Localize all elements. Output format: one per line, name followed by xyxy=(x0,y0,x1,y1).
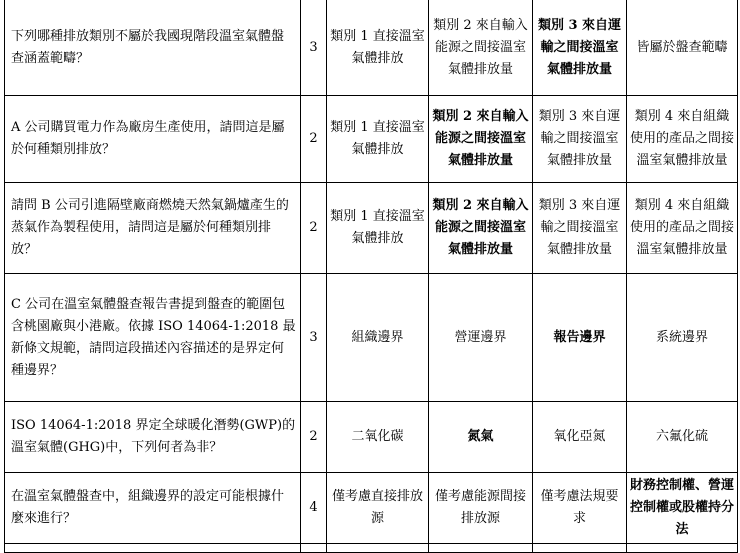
option-3: 氧化亞氮 xyxy=(533,402,627,473)
option-2: 類別 2 來自輸入能源之間接溫室氣體排放量 xyxy=(429,183,533,274)
question-text: A 公司購買電力作為廠房生產使用，請問這是屬於何種類別排放？ xyxy=(5,96,301,183)
answer-number: 3 xyxy=(301,274,327,402)
question-text: 在溫室氣體盤查中，組織邊界的設定可能根據什麼來進行？ xyxy=(5,473,301,544)
question-table-body xyxy=(5,1,738,553)
option-4: 類別 4 來自組織使用的產品之間接溫室氣體排放量 xyxy=(627,96,738,183)
option-2: 類別 2 來自輸入能源之間接溫室氣體排放量 xyxy=(429,96,533,183)
option-3: 類別 3 來自運輸之間接溫室氣體排放量 xyxy=(533,96,627,183)
empty-cell xyxy=(5,544,301,553)
question-text: C 公司在溫室氣體盤查報告書提到盤查的範圍包含桃園廠與小港廠。依據 ISO 14064-1:2018 最新條文規範，請問這段描述內容描述的是界定何種邊界？ xyxy=(5,274,301,402)
question-row xyxy=(5,402,738,473)
question-row xyxy=(5,473,738,544)
option-4: 財務控制權、營運控制權或股權持分法 xyxy=(627,473,738,544)
option-3: 類別 3 來自運輸之間接溫室氣體排放量 xyxy=(533,183,627,274)
partial-row xyxy=(5,544,738,553)
option-2: 僅考慮能源間接排放源 xyxy=(429,473,533,544)
empty-cell xyxy=(533,544,627,553)
option-4: 六氟化硫 xyxy=(627,402,738,473)
option-3: 類別 3 來自運輸之間接溫室氣體排放量 xyxy=(533,1,627,96)
answer-number: 3 xyxy=(301,1,327,96)
question-text: ISO 14064-1:2018 界定全球暖化潛勢(GWP)的溫室氣體(GHG)中，下列何者為非？ xyxy=(5,402,301,473)
option-1: 僅考慮直接排放源 xyxy=(327,473,429,544)
option-1: 二氧化碳 xyxy=(327,402,429,473)
option-3: 報告邊界 xyxy=(533,274,627,402)
question-table xyxy=(4,0,738,553)
option-2: 氮氣 xyxy=(429,402,533,473)
question-row xyxy=(5,183,738,274)
question-text: 下列哪種排放類別不屬於我國現階段溫室氣體盤查涵蓋範疇？ xyxy=(5,1,301,96)
option-4: 系統邊界 xyxy=(627,274,738,402)
question-row xyxy=(5,1,738,96)
answer-number: 4 xyxy=(301,473,327,544)
empty-cell xyxy=(627,544,738,553)
option-1: 類別 1 直接溫室氣體排放 xyxy=(327,183,429,274)
option-3: 僅考慮法規要求 xyxy=(533,473,627,544)
option-1: 類別 1 直接溫室氣體排放 xyxy=(327,1,429,96)
empty-cell xyxy=(429,544,533,553)
option-4: 皆屬於盤查範疇 xyxy=(627,1,738,96)
option-1: 類別 1 直接溫室氣體排放 xyxy=(327,96,429,183)
question-text: 請問 B 公司引進隔壁廠商燃燒天然氣鍋爐產生的蒸氣作為製程使用，請問這是屬於何種類別排放？ xyxy=(5,183,301,274)
option-4: 類別 4 來自組織使用的產品之間接溫室氣體排放量 xyxy=(627,183,738,274)
empty-cell xyxy=(327,544,429,553)
answer-number: 2 xyxy=(301,183,327,274)
option-1: 組織邊界 xyxy=(327,274,429,402)
answer-number: 2 xyxy=(301,96,327,183)
option-2: 類別 2 來自輸入能源之間接溫室氣體排放量 xyxy=(429,1,533,96)
question-row xyxy=(5,96,738,183)
question-row xyxy=(5,274,738,402)
option-2: 營運邊界 xyxy=(429,274,533,402)
answer-number: 2 xyxy=(301,402,327,473)
empty-cell xyxy=(301,544,327,553)
